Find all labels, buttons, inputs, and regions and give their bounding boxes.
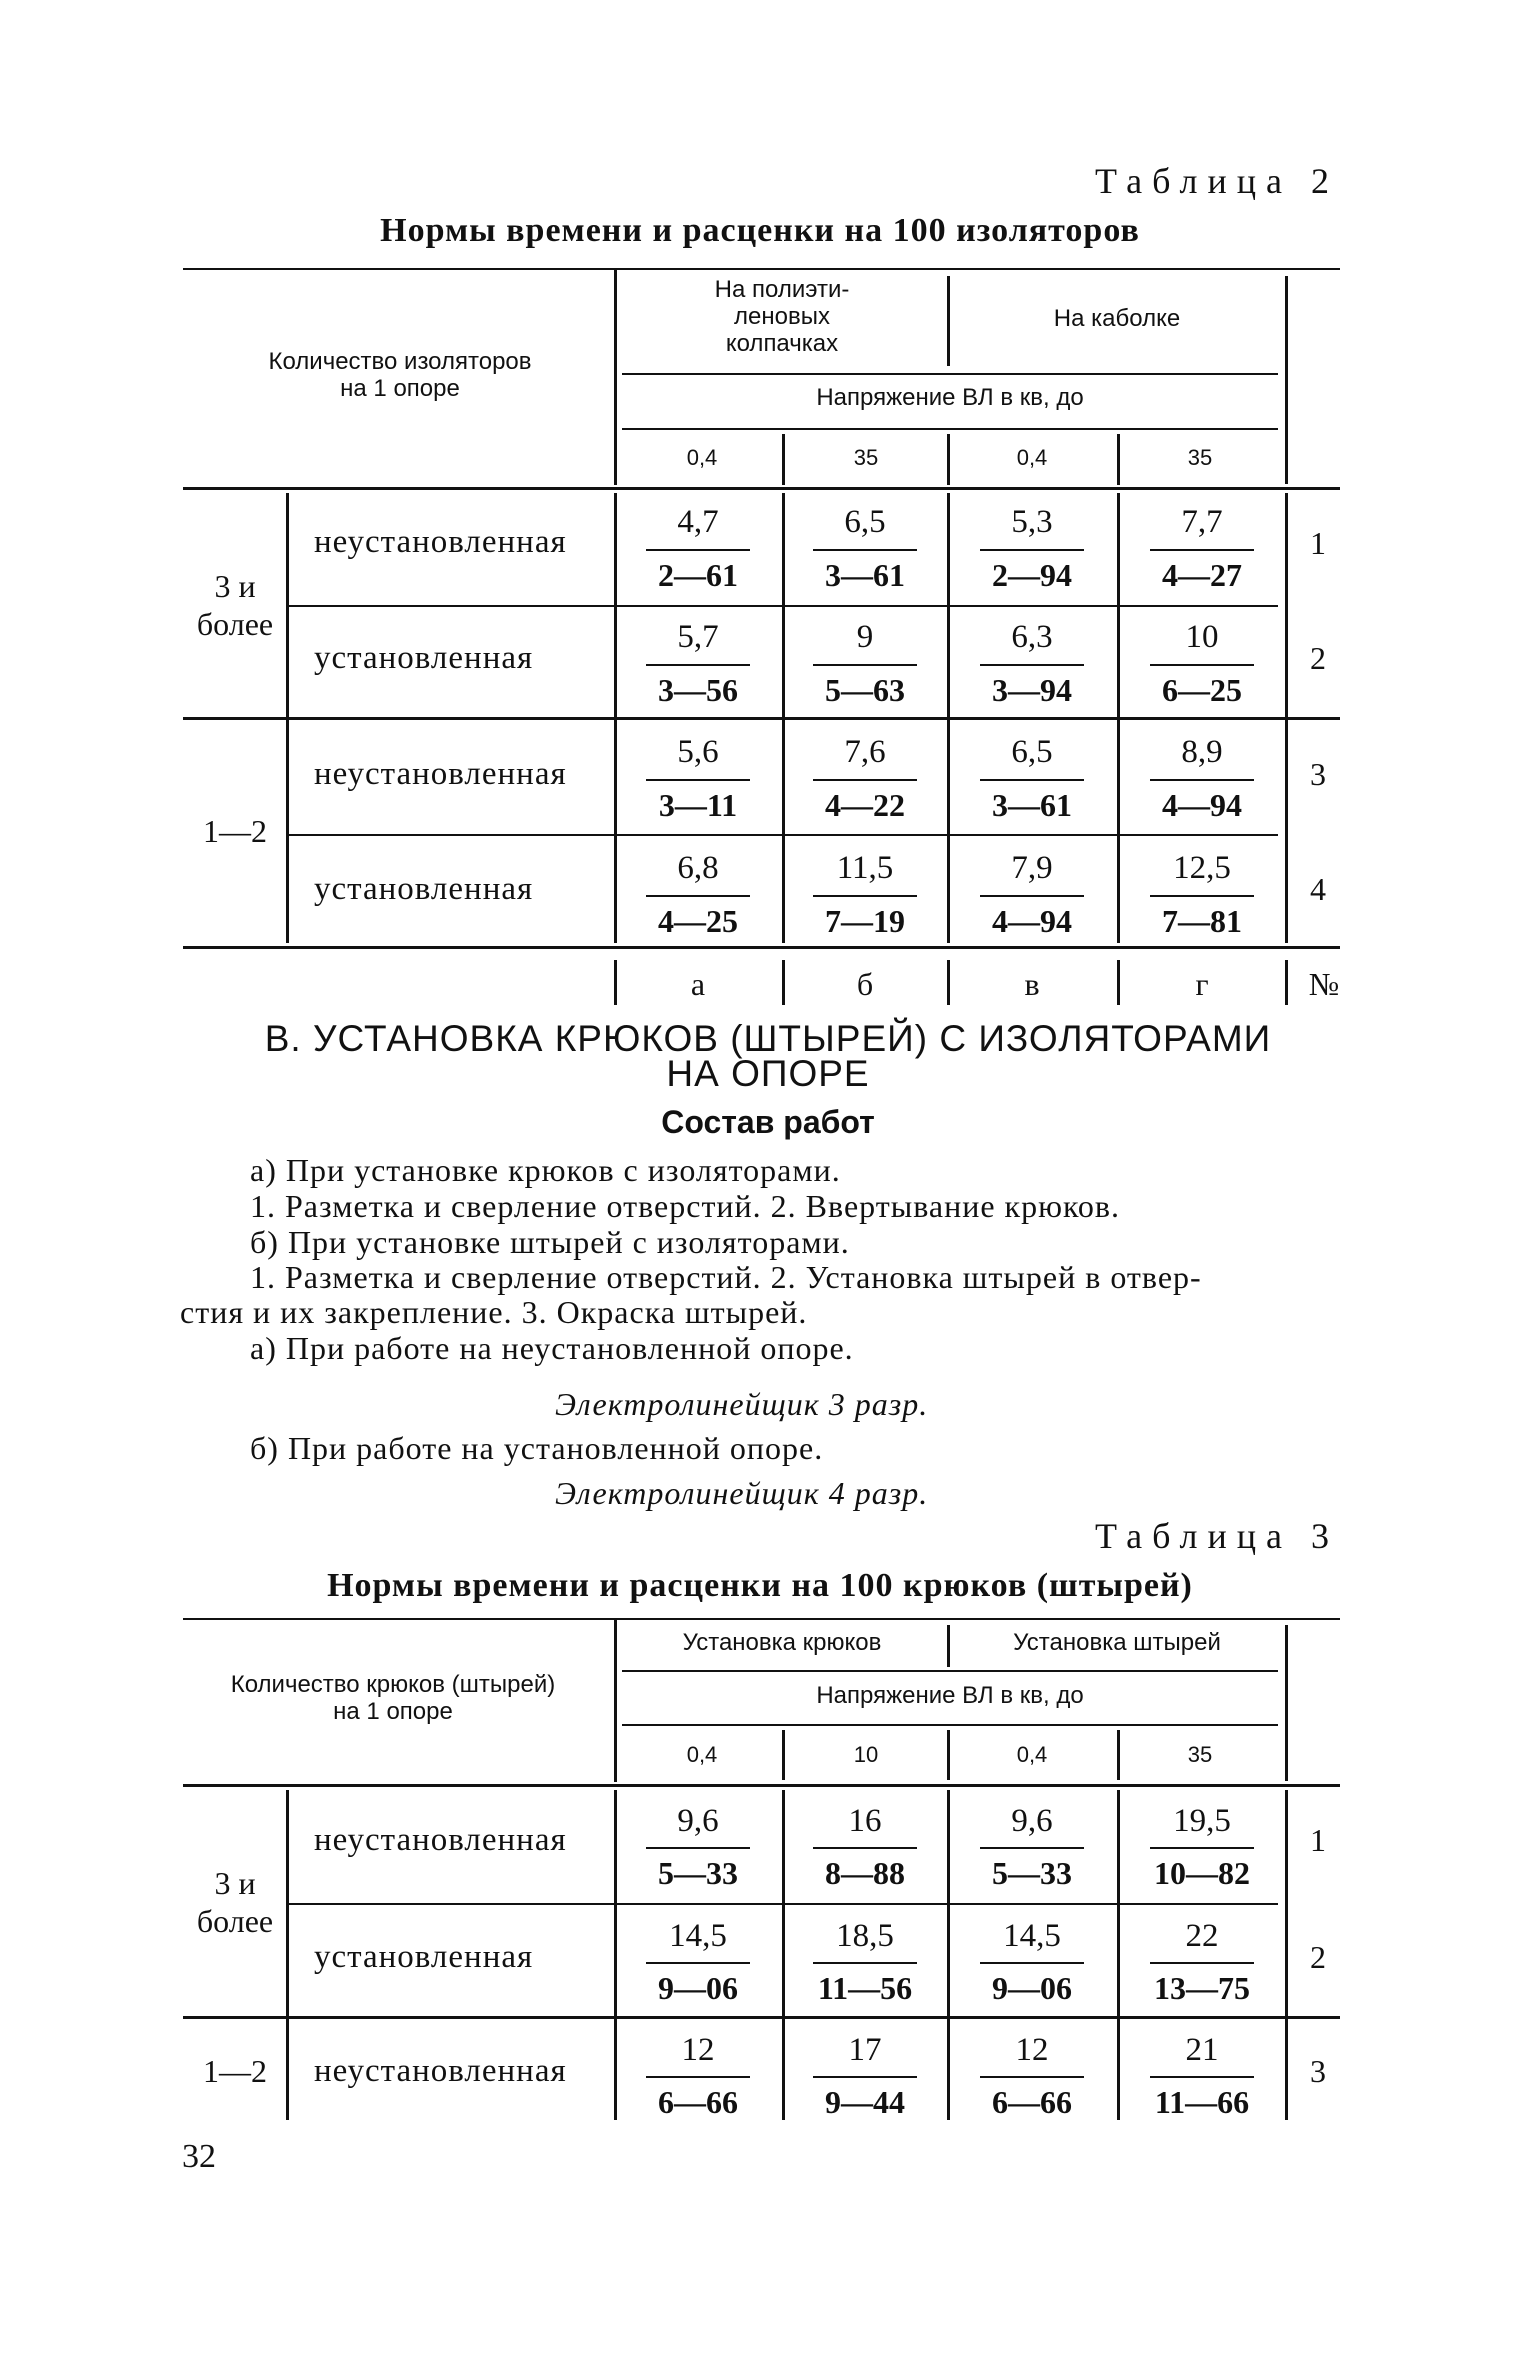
t2-row-2-name: установленная <box>314 640 534 676</box>
t3-row-3-name: неустановленная <box>314 2053 567 2089</box>
t2-footer-a: а <box>690 966 706 1002</box>
t3-r2-b-norm: 18,5 <box>836 1918 894 1954</box>
t2-r2-c-norm: 6,3 <box>1011 619 1053 655</box>
t2-r1-d-norm: 7,7 <box>1181 504 1223 540</box>
section-line-1: а) При установке крюков с изоляторами. <box>250 1152 841 1188</box>
t3-r2-d-norm: 22 <box>1185 1918 1219 1954</box>
t3-hooks-header: Установка крюков <box>682 1629 882 1656</box>
t2-r3-b-norm: 7,6 <box>844 734 886 770</box>
t3-r1-b-rate: 8—88 <box>825 1855 905 1891</box>
t2-qty-header-line1: Количество изоляторов <box>268 348 532 375</box>
t3-r2-a-rate: 9—06 <box>658 1970 738 2006</box>
t2-r2-no: 2 <box>1310 640 1326 676</box>
t2-r4-b-norm: 11,5 <box>836 850 894 886</box>
t2-col-a: 0,4 <box>686 445 718 470</box>
worker-category-1: Электролинейщик 3 разр. <box>555 1386 929 1422</box>
t2-group-1-line1: 3 и <box>214 568 256 604</box>
section-heading-line2: НА ОПОРЕ <box>666 1053 870 1094</box>
t2-r3-a-norm: 5,6 <box>677 734 719 770</box>
t2-col-d: 35 <box>1187 445 1213 470</box>
t3-col-c: 0,4 <box>1016 1742 1048 1767</box>
t3-r1-a-rate: 5—33 <box>658 1855 738 1891</box>
t3-r3-no: 3 <box>1310 2053 1326 2089</box>
t3-col-d: 35 <box>1187 1742 1213 1767</box>
section-subheading: Состав работ <box>661 1104 875 1140</box>
section-heading-line1: В. УСТАНОВКА КРЮКОВ (ШТЫРЕЙ) С ИЗОЛЯТОРАМИ <box>264 1018 1272 1059</box>
section-line-6: а) При работе на неустановленной опоре. <box>250 1330 854 1366</box>
t2-r1-no: 1 <box>1310 525 1326 561</box>
t2-col-c: 0,4 <box>1016 445 1048 470</box>
t3-r3-a-norm: 12 <box>681 2032 715 2068</box>
t3-r1-d-norm: 19,5 <box>1173 1803 1231 1839</box>
t2-r4-a-norm: 6,8 <box>677 850 719 886</box>
t3-group-1-line1: 3 и <box>214 1865 256 1901</box>
t3-r1-c-rate: 5—33 <box>992 1855 1072 1891</box>
table3-title: Нормы времени и расценки на 100 крюков (штырей) <box>327 1567 1193 1604</box>
t2-r4-d-rate: 7—81 <box>1162 903 1242 939</box>
section-line-b: б) При работе на установленной опоре. <box>250 1430 824 1466</box>
t3-r2-b-rate: 11—56 <box>817 1970 913 2006</box>
t2-r4-a-rate: 4—25 <box>658 903 738 939</box>
t2-r4-d-norm: 12,5 <box>1173 850 1231 886</box>
t2-caps-header-line3: колпачках <box>725 330 839 357</box>
t2-r3-d-norm: 8,9 <box>1181 734 1223 770</box>
t2-r2-b-rate: 5—63 <box>825 672 905 708</box>
section-line-3: б) При установке штырей с изоляторами. <box>250 1224 850 1260</box>
t3-r3-d-rate: 11—66 <box>1154 2084 1250 2120</box>
t3-r2-d-rate: 13—75 <box>1154 1970 1250 2006</box>
t2-r3-c-rate: 3—61 <box>992 787 1072 823</box>
t2-row-1-name: неустановленная <box>314 524 567 560</box>
t2-r1-c-rate: 2—94 <box>992 557 1072 593</box>
table2-title: Нормы времени и расценки на 100 изоляторов <box>380 212 1140 249</box>
t2-r2-a-rate: 3—56 <box>658 672 738 708</box>
t2-r4-b-rate: 7—19 <box>825 903 905 939</box>
t2-footer-b: б <box>856 966 874 1002</box>
t2-footer-no: № <box>1308 966 1340 1002</box>
t3-r1-d-rate: 10—82 <box>1154 1855 1250 1891</box>
t2-footer-c: в <box>1024 966 1040 1002</box>
table3-label: Таблица 3 <box>1095 1516 1339 1556</box>
t2-r4-c-rate: 4—94 <box>992 903 1072 939</box>
t3-r3-c-rate: 6—66 <box>992 2084 1072 2120</box>
section-line-5: стия и их закрепление. 3. Окраска штырей. <box>180 1294 808 1330</box>
t2-r4-no: 4 <box>1310 871 1326 907</box>
t3-r3-c-norm: 12 <box>1015 2032 1049 2068</box>
t3-r1-a-norm: 9,6 <box>677 1803 719 1839</box>
t2-group-2-line1: 1—2 <box>203 813 267 849</box>
t3-r1-b-norm: 16 <box>848 1803 882 1839</box>
t2-r3-c-norm: 6,5 <box>1011 734 1053 770</box>
t2-row-3-name: неустановленная <box>314 756 567 792</box>
t2-voltage-header: Напряжение ВЛ в кв, до <box>816 384 1084 411</box>
t3-qty-header-line2: на 1 опоре <box>333 1698 453 1725</box>
t2-r1-d-rate: 4—27 <box>1162 557 1242 593</box>
t3-row-2-name: установленная <box>314 1939 534 1975</box>
page-number: 32 <box>182 2138 216 2175</box>
worker-category-2: Электролинейщик 4 разр. <box>555 1475 929 1511</box>
t3-r2-a-norm: 14,5 <box>669 1918 727 1954</box>
t2-qty-header-line2: на 1 опоре <box>340 375 460 402</box>
t3-r3-d-norm: 21 <box>1185 2032 1219 2068</box>
t3-group-1-line2: более <box>196 1903 274 1939</box>
t3-r1-no: 1 <box>1310 1822 1326 1858</box>
table2-label: Таблица 2 <box>1095 161 1339 201</box>
t2-r1-b-norm: 6,5 <box>844 504 886 540</box>
t2-caps-header-line2: леновых <box>734 303 830 330</box>
section-line-2: 1. Разметка и сверление отверстий. 2. Ввертывание крюков. <box>250 1188 1121 1224</box>
t2-r2-c-rate: 3—94 <box>992 672 1072 708</box>
t3-r1-c-norm: 9,6 <box>1011 1803 1053 1839</box>
t3-col-b: 10 <box>853 1742 879 1767</box>
t2-r3-d-rate: 4—94 <box>1162 787 1242 823</box>
t3-r2-no: 2 <box>1310 1939 1326 1975</box>
t3-row-1-name: неустановленная <box>314 1822 567 1858</box>
t2-r2-d-rate: 6—25 <box>1162 672 1242 708</box>
t2-r4-c-norm: 7,9 <box>1011 850 1053 886</box>
t3-r3-b-norm: 17 <box>848 2032 882 2068</box>
t2-r1-c-norm: 5,3 <box>1011 504 1053 540</box>
t3-pins-header: Установка штырей <box>1013 1629 1221 1656</box>
t3-group-2-line1: 1—2 <box>203 2053 267 2089</box>
t2-r3-no: 3 <box>1310 756 1326 792</box>
t2-caps-header-line1: На полиэти- <box>714 276 850 303</box>
t2-r1-a-rate: 2—61 <box>658 557 738 593</box>
t2-r3-a-rate: 3—11 <box>658 787 738 823</box>
t3-col-a: 0,4 <box>686 1742 718 1767</box>
t2-col-b: 35 <box>853 445 879 470</box>
t2-r1-a-norm: 4,7 <box>677 504 719 540</box>
section-line-4: 1. Разметка и сверление отверстий. 2. Установка штырей в отвер- <box>250 1259 1202 1295</box>
t3-r2-c-norm: 14,5 <box>1003 1918 1061 1954</box>
t2-r2-a-norm: 5,7 <box>677 619 719 655</box>
t3-r3-a-rate: 6—66 <box>658 2084 738 2120</box>
t3-r3-b-rate: 9—44 <box>825 2084 905 2120</box>
t2-r2-d-norm: 10 <box>1185 619 1219 655</box>
t2-footer-d: г <box>1195 966 1209 1002</box>
t3-r2-c-rate: 9—06 <box>992 1970 1072 2006</box>
t2-r2-b-norm: 9 <box>856 619 874 655</box>
t3-qty-header-line1: Количество крюков (штырей) <box>230 1671 556 1698</box>
t2-row-4-name: установленная <box>314 871 534 907</box>
t2-r3-b-rate: 4—22 <box>825 787 905 823</box>
t2-hook-header: На каболке <box>1053 305 1181 332</box>
t3-voltage-header: Напряжение ВЛ в кв, до <box>816 1682 1084 1709</box>
t2-group-1-line2: более <box>196 606 274 642</box>
t2-r1-b-rate: 3—61 <box>825 557 905 593</box>
